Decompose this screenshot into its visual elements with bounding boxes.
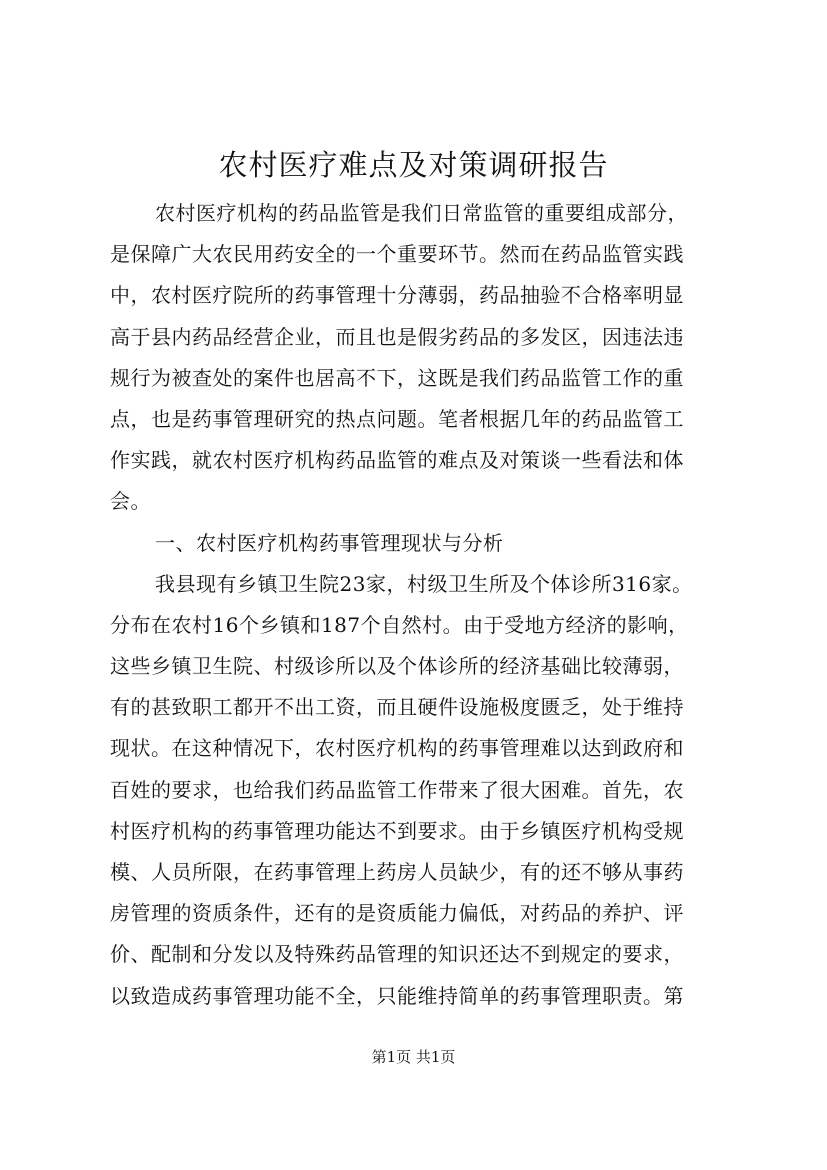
document-body [110, 193, 825, 1017]
paragraph-line: 高于县内药品经营企业，而且也是假劣药品的多发区，因违法违 [110, 324, 684, 349]
document-title: 农村医疗难点及对策调研报告 [218, 148, 609, 182]
paragraph-line: 现状。在这种情况下，农村医疗机构的药事管理难以达到政府和 [110, 736, 684, 761]
paragraph-line: 会。 [110, 489, 151, 514]
page-footer: 第1页 共1页 [371, 1048, 456, 1066]
paragraph-line: 我县现有乡镇卫生院23家，村级卫生所及个体诊所316家。 [155, 571, 693, 596]
paragraph-line: 中，农村医疗院所的药事管理十分薄弱，药品抽验不合格率明显 [110, 283, 684, 308]
paragraph-line: 百姓的要求，也给我们药品监管工作带来了很大困难。首先，农 [110, 777, 684, 802]
paragraph-line: 农村医疗机构的药品监管是我们日常监管的重要组成部分， [155, 201, 688, 225]
paragraph-line: 分布在农村16个乡镇和187个自然村。由于受地方经济的影响， [110, 612, 689, 637]
paragraph-line: 是保障广大农民用药安全的一个重要环节。然而在药品监管实践 [110, 242, 684, 267]
paragraph-line: 价、配制和分发以及特殊药品管理的知识还达不到规定的要求， [110, 942, 684, 967]
paragraph-line: 规行为被查处的案件也居高不下，这既是我们药品监管工作的重 [110, 365, 684, 390]
paragraph-line: 村医疗机构的药事管理功能达不到要求。由于乡镇医疗机构受规 [110, 818, 684, 843]
paragraph-line: 有的甚致职工都开不出工资，而且硬件设施极度匮乏，处于维持 [110, 695, 684, 720]
paragraph-line: 模、人员所限，在药事管理上药房人员缺少，有的还不够从事药 [110, 860, 684, 884]
paragraph-line: 以致造成药事管理功能不全，只能维持简单的药事管理职责。第 [110, 983, 684, 1008]
paragraph-line: 这些乡镇卫生院、村级诊所以及个体诊所的经济基础比较薄弱， [110, 654, 684, 679]
paragraph-line: 点，也是药事管理研究的热点问题。笔者根据几年的药品监管工 [110, 406, 684, 431]
section-heading: 一、农村医疗机构药事管理现状与分析 [155, 530, 504, 555]
paragraph-line: 房管理的资质条件，还有的是资质能力偏低，对药品的养护、评 [110, 901, 684, 926]
paragraph-line: 作实践，就农村医疗机构药品监管的难点及对策谈一些看法和体 [110, 448, 684, 473]
